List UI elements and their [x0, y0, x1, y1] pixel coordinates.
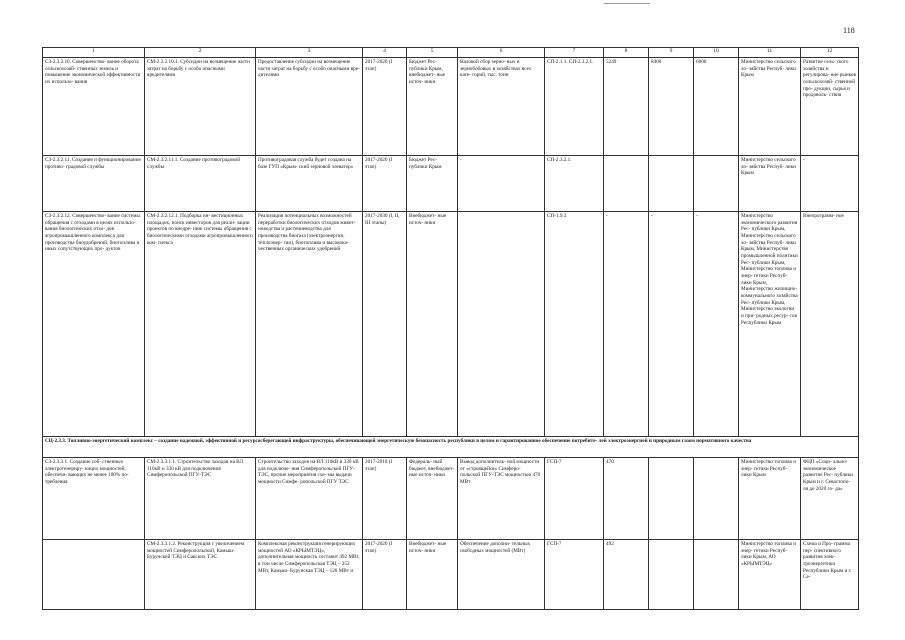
task-cell: СЗ-2.3.2.11. Создание и функционирование противо- градовой службы	[43, 156, 145, 212]
value-cell: -	[694, 212, 739, 437]
measure-cell: СМ-2.3.3.1.2. Реконструкция с увеличением мощностей Симферопольской, Камыш- Бурунской ТЭЦ и Сакских ТЭС	[145, 540, 256, 610]
column-number: 3	[256, 48, 363, 58]
funding-cell: Бюджет Рес- публики Крым	[407, 156, 458, 212]
column-number: 4	[363, 48, 407, 58]
funding-cell: Внебюджет- ные источ- ники	[407, 212, 458, 437]
table-row	[43, 212, 859, 437]
section-row	[43, 437, 859, 458]
responsible-cell: Министерство сельского хо- зяйства Респуб- лики Крым	[739, 58, 801, 156]
column-number: 2	[145, 48, 256, 58]
column-number: 1	[43, 48, 145, 58]
column-number: 9	[649, 48, 694, 58]
program-cell: -	[801, 156, 859, 212]
measure-cell: СМ-2.3.2.10.1. Субсидии на возмещение части затрат на борьбу с особо опасными вредителями	[145, 58, 256, 156]
responsible-cell: Министерство экономического развития Рес- публики Крым, Министерство сельского хо- зяйства Респуб- лики Крым, Министерство промышленной политики Рес- публики Крым, Министерство топлива и энер- гетики Респуб- лики Крым, Министерство жилищно- коммунального хозяйства Рес- публики Крым, Министерство экологии и при- родных ресур- сов Республики Крым	[739, 212, 801, 437]
task-cell: СЗ-2.3.2.12. Совершенство- вание системы обращения с отходами в целях использо- вания биологических отхо- дов агропромышленного комплекса для производства биоудобрений, биотоплива и иных сопутствующих про- дуктов	[43, 212, 145, 437]
table-row	[43, 458, 859, 540]
program-cell: Внепрограмм- ное	[801, 212, 859, 437]
table-row	[43, 540, 859, 610]
value-cell: 8400	[649, 58, 694, 156]
value-cell: 470	[604, 458, 649, 540]
program-cell: ФЦП «Соци- ально- экономическое развитие Рес- публики Крым и г. Севастопо- ля до 2020 го- да»	[801, 458, 859, 540]
task-cell: СЗ-2.3.3.1. Создание соб- ственных электрогенериру- ющих мощностей, обеспечи- вающих не менее 100% по- требления	[43, 458, 145, 540]
responsible-cell: Министерство сельского хо- зяйства Респуб- лики Крым	[739, 156, 801, 212]
period-cell: 2017-2020 (I этап)	[363, 540, 407, 610]
value-cell: -	[649, 212, 694, 437]
measure-cell: СМ-2.3.2.11.1. Создание противоградовой службы	[145, 156, 256, 212]
value-cell: 492	[604, 540, 649, 610]
value-cell	[694, 156, 739, 212]
link-cell: ГСП-7	[545, 540, 604, 610]
task-cell: СЗ-2.3.2.10. Совершенство- вание оборота сельскохозяй- ственных земель и повышение экономической эффективности их использо- вания	[43, 58, 145, 156]
period-cell: 2017-2018 (I этап)	[363, 458, 407, 540]
link-cell: СП-1.9.3	[545, 212, 604, 437]
period-cell: 2017-2020 (I этап)	[363, 156, 407, 212]
value-cell	[604, 156, 649, 212]
indicator-cell: Валовой сбор зерно- вых и зернобобовых в хозяйствах всех кате- горий, тыс. тонн	[458, 58, 545, 156]
responsible-cell: Министерство топлива и энер- гетики Респуб- лики Крым	[739, 458, 801, 540]
value-cell	[649, 156, 694, 212]
funding-cell: Бюджет Рес- публики Крым, внебюджет- ные источ- ники	[407, 58, 458, 156]
description-cell: Комплексная реконструкция генерирующих мощностей АО «КРЫМТЭЦ», дополнительная мощность составит 492 МВт, в том числе Симферопольская ТЭЦ – 252 МВт, Камыш- Бурунская ТЭЦ – 120 МВт и	[256, 540, 363, 610]
measure-cell: СМ-2.3.2.12.1. Подборка ин- вестиционных площадок, поиск инвесторов для реали- зации проектов по внедре- нию системы обращения с биологическими отходами агропромышленного ком- плекса	[145, 212, 256, 437]
link-cell: СП-2.1.1. СП-2.3.2.1.	[545, 58, 604, 156]
indicator-cell: -	[458, 156, 545, 212]
column-number-row	[43, 48, 859, 58]
description-cell: Противоградовая служба будет создана на базе ГУП «Крым- ский зерновой элеватор»	[256, 156, 363, 212]
top-rule	[604, 3, 650, 4]
description-cell: Предоставление субсидии на возмещение части затрат на борьбу с особо опасными вре- дителями	[256, 58, 363, 156]
column-number: 8	[604, 48, 649, 58]
value-cell	[649, 540, 694, 610]
column-number: 5	[407, 48, 458, 58]
program-cell: Развитие сель- ского хозяйства и регулирова- ние рынков сельскохозяй- ственной про- дукции, сырья и продоволь- ствия	[801, 58, 859, 156]
indicator-cell: Обеспечение дополни- тельных свободных мощностей (МВт)	[458, 540, 545, 610]
page-number: 118	[843, 26, 855, 35]
table-row	[43, 156, 859, 212]
column-number: 6	[458, 48, 545, 58]
period-cell: 2017-2030 (I, II, III этапы)	[363, 212, 407, 437]
indicator-cell	[458, 212, 545, 437]
value-cell	[649, 458, 694, 540]
section-header: СЦ-2.3.3. Топливно-энергетический комплекс – создание надежной, эффективной и ресурсосберегающей инфраструктуры, обеспечивающей энергетическую безопасность республики в целом и гарантированное обеспечение потребите- лей электроэнергией и природным газом нормативного качества	[43, 437, 859, 458]
funding-cell: Внебюджет- ные источ- ники	[407, 540, 458, 610]
program-table	[42, 47, 859, 610]
task-cell	[43, 540, 145, 610]
table-row	[43, 58, 859, 156]
column-number: 11	[739, 48, 801, 58]
value-cell: -	[604, 212, 649, 437]
value-cell: 5249	[604, 58, 649, 156]
link-cell: СП-2.3.2.1.	[545, 156, 604, 212]
measure-cell: СМ-2.3.3.1.1. Строительство заходов на ВЛ 110кВ и 330 кВ для подключения Симферопольской ПГУ-ТЭС	[145, 458, 256, 540]
description-cell: Строительство заходов на ВЛ 110кВ и 330 кВ для подключе- ния Симферопольской ПГУ- ТЭС, прочие мероприятия схе- мы выдачи мощности Симфе- ропольской ПГУ ТЭС	[256, 458, 363, 540]
value-cell	[694, 540, 739, 610]
column-number: 7	[545, 48, 604, 58]
indicator-cell: Вывод дополнитель- ной мощности от «строящейся» Симферо- польской ПГУ-ТЭС мощностью 470 МВт	[458, 458, 545, 540]
column-number: 10	[694, 48, 739, 58]
link-cell: ГСП-7	[545, 458, 604, 540]
column-number: 12	[801, 48, 859, 58]
value-cell	[694, 458, 739, 540]
value-cell: 6000	[694, 58, 739, 156]
description-cell: Реализация потенциальных возможностей переработки биологических отходов живот- новодства и растениеводства для производства биогаза (электроэнергии, теплоэнер- гии), биотоплива и высокока- чественных органических удобрений	[256, 212, 363, 437]
responsible-cell: Министерство топлива и энер- гетики Респуб- лики Крым, АО «КРЫМТЭЦ»	[739, 540, 801, 610]
funding-cell: Федераль- ный бюджет, внебюджет- ные источ- ники	[407, 458, 458, 540]
period-cell: 2017-2020 (I этап)	[363, 58, 407, 156]
program-cell: Схема и Про- грамма пер- спективного развития элек- троэнергетики Республики Крым и г. Се-	[801, 540, 859, 610]
